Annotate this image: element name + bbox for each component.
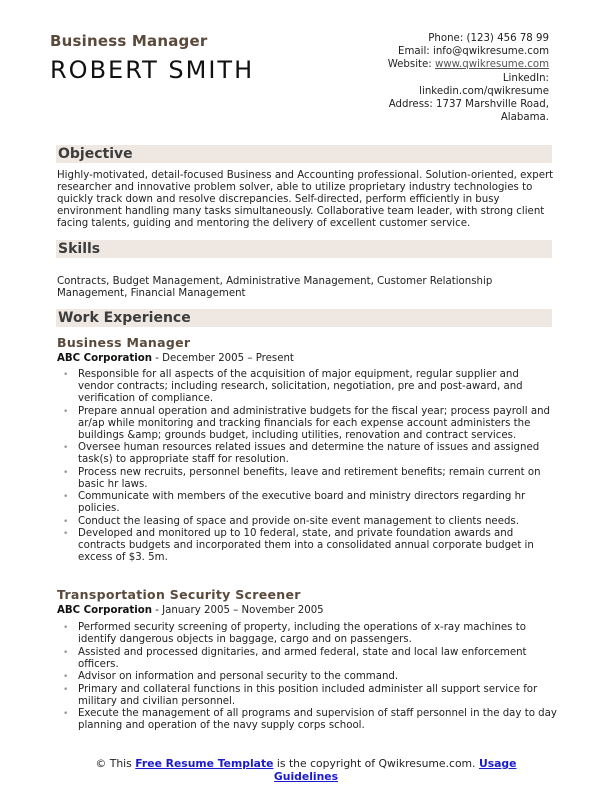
bullet-item: • Assisted and processed dignitaries, and armed federal, state and local law enforcement officers. [57, 647, 557, 671]
bullet-item: • Execute the management of all programs and supervision of staff personnel in the day to day planning and operation of the navy supply corps school. [57, 708, 557, 732]
bullet-item: • Oversee human resources related issues and determine the nature of issues and assigned task(s) to appropriate staff for resolution. [57, 442, 557, 466]
job-company-line [57, 353, 294, 364]
bullet-item: • Developed and monitored up to 10 federal, state, and private foundation awards and contracts budgets and incorporated them into a consolidated annual corporate budget in excess of $3. 5m. [57, 528, 557, 564]
bullet-item: • Performed security screening of property, including the operations of x-ray machines to identify dangerous objects in baggage, cargo and on passengers. [57, 622, 557, 646]
contact-address-line2: Alabama. [500, 112, 549, 124]
contact-linkedin: linkedin.com/qwikresume [419, 85, 549, 97]
footer-prefix: © This [95, 757, 136, 770]
candidate-name: ROBERT SMITH [50, 56, 255, 84]
contact-address [339, 98, 549, 111]
phone-label: Phone: [428, 33, 464, 44]
phone-value: (123) 456 78 99 [466, 33, 549, 44]
section-heading-objective: Objective [56, 145, 552, 163]
footer-middle: is the copyright of Qwikresume.com. [273, 757, 479, 770]
job-dates: - December 2005 – Present [151, 353, 294, 364]
contact-block [339, 32, 549, 124]
skills-text: Contracts, Budget Management, Administrative Management, Customer Relationship Management, Financial Management [57, 276, 493, 299]
section-heading-skills: Skills [56, 240, 552, 258]
job-bullets [57, 369, 557, 565]
copyright-footer [80, 757, 532, 783]
objective-text: Highly-motivated, detail-focused Business and Accounting professional. Solution-oriented, expert researcher and innovative problem solver, able to utilize proprietary industry technologies to quickly track down and resolve discrepancies. Self-directed, perform efficiently in busy environment handling many tasks simultaneously. Collaborative team leader, with strong client facing talents, guiding and mentoring the delivery of excellent customer service. [57, 170, 554, 229]
resume-header [50, 32, 254, 84]
contact-website [339, 58, 549, 71]
free-resume-template-link[interactable]: Free Resume Template [135, 757, 274, 770]
website-label: Website: [387, 59, 432, 71]
section-heading-work-experience: Work Experience [56, 309, 552, 327]
bullet-item: • Process new recruits, personnel benefits, leave and retirement benefits; remain current on basic hr laws. [57, 467, 557, 491]
bullet-item: • Primary and collateral functions in this position included administer all support service for military and civilian personnel. [57, 684, 557, 708]
contact-phone [339, 32, 549, 45]
bullet-item: • Responsible for all aspects of the acquisition of major equipment, regular supplier and vendor contracts; including research, solicitation, negotiation, pre and post-award, and verification of compliance. [57, 369, 557, 405]
bullet-item: • Prepare annual operation and administrative budgets for the fiscal year; process payroll and ar/ap while monitoring and tracking financials for each expense account administers the buildings &amp; grounds budget, including utilities, renovation and contract services. [57, 406, 557, 442]
contact-email [339, 45, 549, 58]
bullet-item: • Communicate with members of the executive board and ministry directors regarding hr policies. [57, 491, 557, 515]
contact-linkedin-label: LinkedIn: [502, 72, 549, 84]
job-company-line [57, 605, 324, 616]
usage-guidelines-link[interactable]: Usage Guidelines [273, 757, 517, 783]
bullet-item: • Conduct the leasing of space and provide on-site event management to clients needs. [57, 516, 557, 528]
email-value: info@qwikresume.com [432, 46, 549, 58]
website-link[interactable]: www.qwikresume.com [434, 59, 549, 71]
header-job-title: Business Manager [50, 32, 208, 50]
job-title: Business Manager [57, 335, 191, 350]
job-company: ABC Corporation [57, 605, 152, 616]
address-line1: 1737 Marshville Road, [436, 99, 549, 111]
bullet-item: • Advisor on information and personal security to the command. [57, 671, 557, 683]
email-label: Email: [398, 46, 430, 58]
job-title: Transportation Security Screener [57, 587, 301, 602]
job-bullets [57, 622, 557, 733]
address-label: Address: [388, 99, 433, 111]
job-dates: - January 2005 – November 2005 [151, 605, 324, 616]
job-company: ABC Corporation [57, 353, 152, 364]
